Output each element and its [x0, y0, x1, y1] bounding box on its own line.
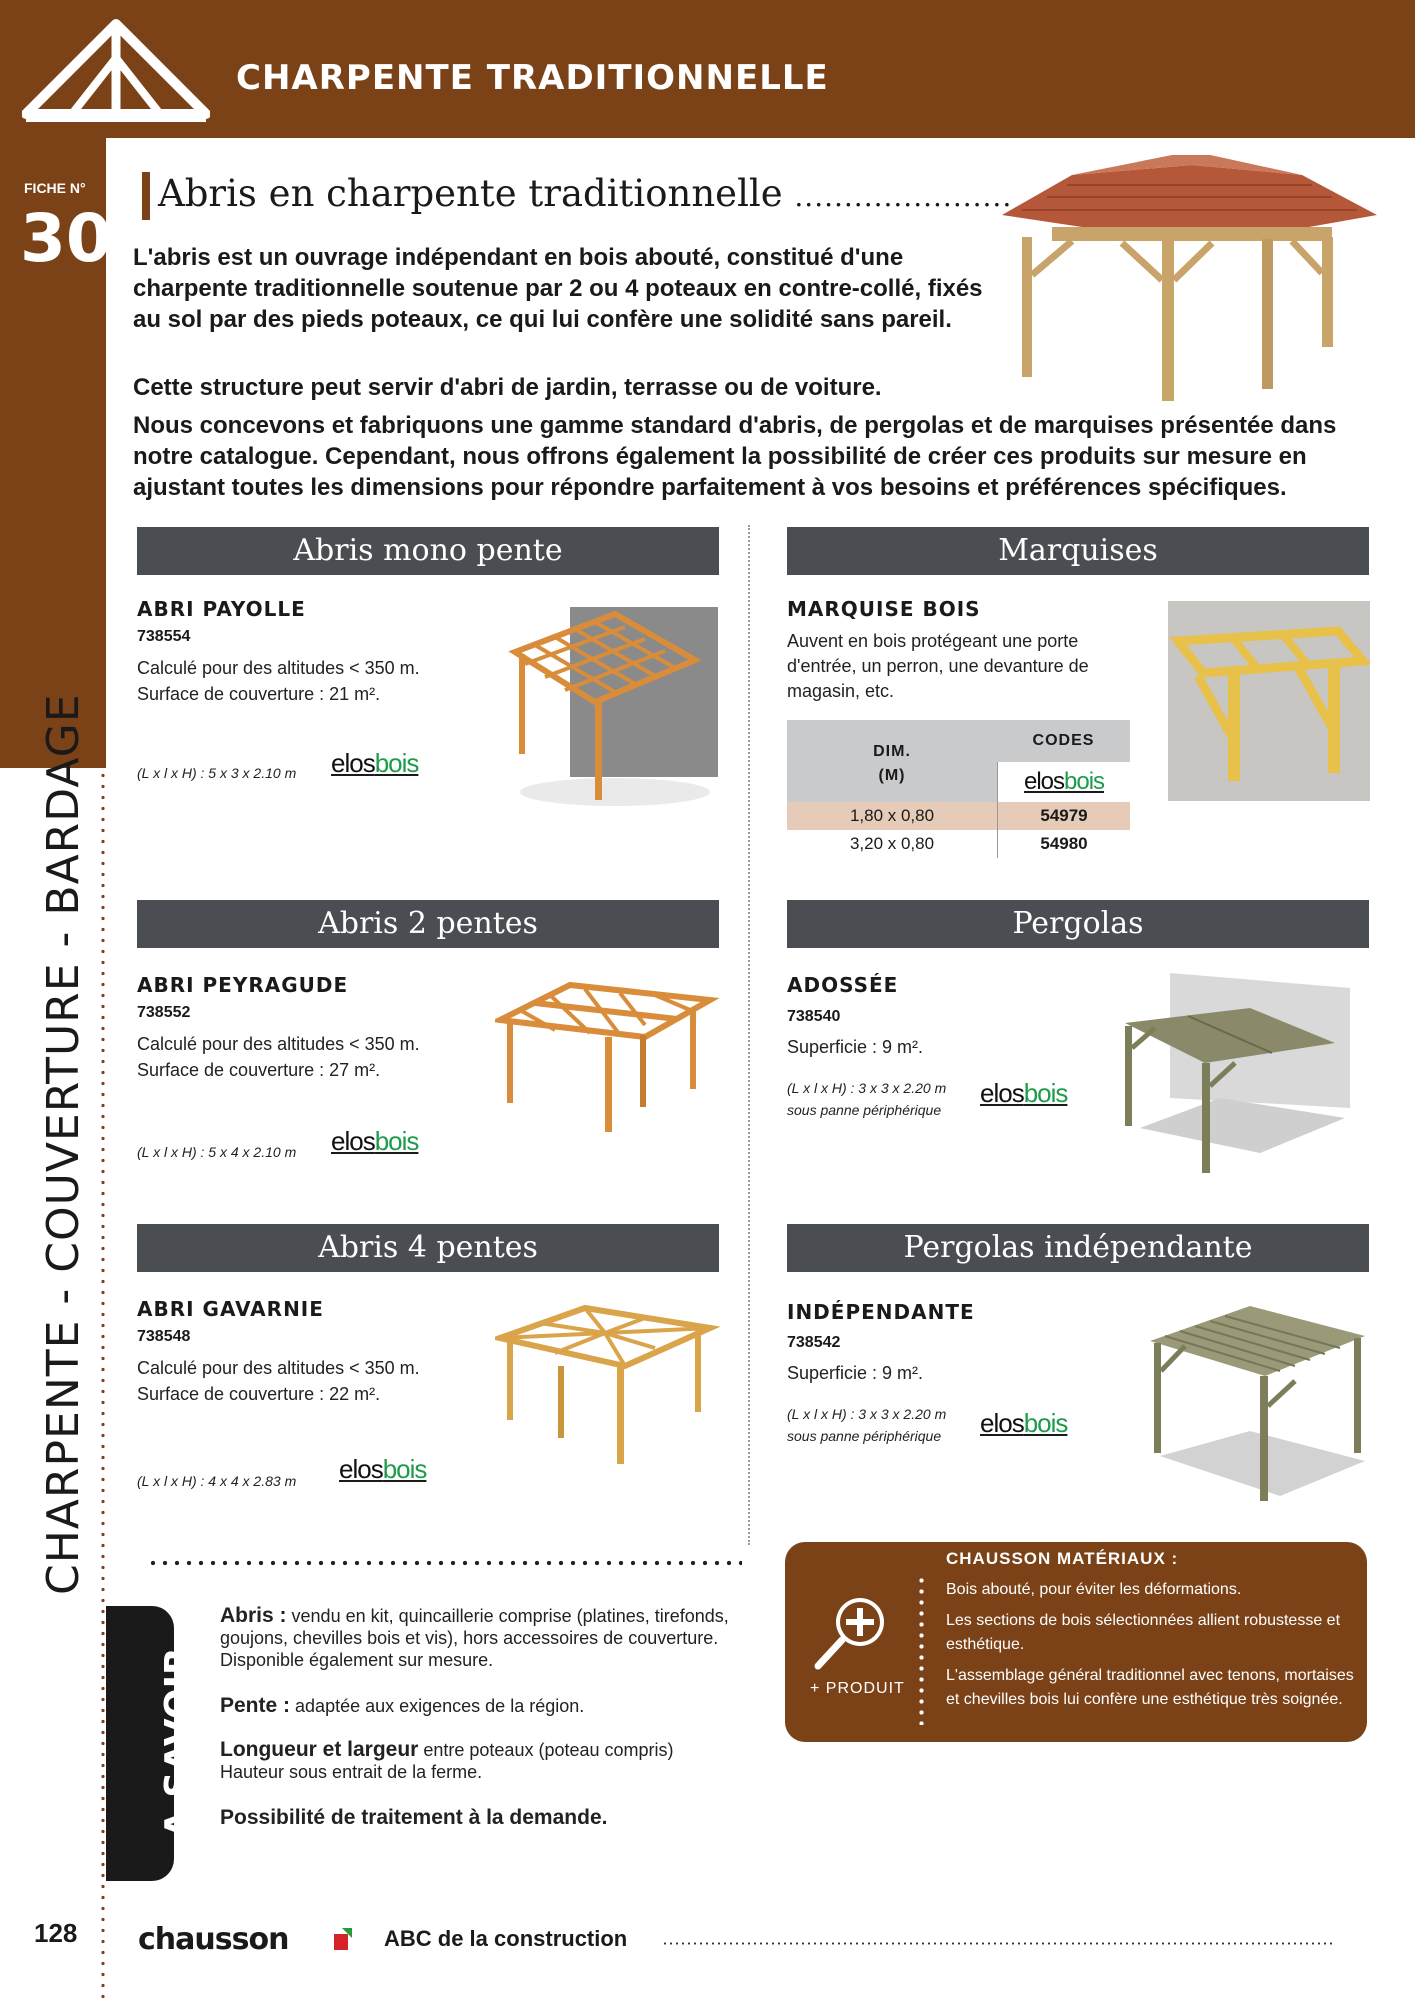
fiche-label: FICHE N°: [24, 180, 86, 196]
table-header-codes-label: CODES: [997, 720, 1130, 762]
intro-title-dots: ......................: [794, 180, 1013, 213]
intro-accent-bar: [142, 172, 150, 220]
section-header-mono-pente: Abris mono pente: [137, 527, 719, 575]
table-header-dim-line1: DIM.: [873, 743, 911, 760]
page-header-title: CHARPENTE TRADITIONNELLE: [236, 58, 829, 98]
list-item: L'assemblage général traditionnel avec tenons, mortaises et chevilles bois lui confère une esthétique très soignée.: [946, 1667, 1354, 1708]
product-dimensions: (L x l x H) : 4 x 4 x 2.83 m: [137, 1473, 297, 1489]
table-header-codes-logo: [997, 762, 1130, 802]
product-desc-1: Calculé pour des altitudes < 350 m.: [137, 1358, 420, 1378]
table-cell-code: 54979: [997, 802, 1130, 830]
product-name: MARQUISE BOIS: [787, 597, 981, 621]
elosbois-logo: [339, 1454, 426, 1485]
product-name: ADOSSÉE: [787, 973, 899, 997]
elosbois-logo-part2: bois: [1023, 1408, 1068, 1438]
elosbois-logo: [331, 748, 418, 779]
magnifier-plus-icon: [810, 1590, 894, 1674]
produit-label: + PRODUIT: [810, 1680, 905, 1697]
table-header-codes: [997, 720, 1130, 802]
section-header-pergolas: Pergolas: [787, 900, 1369, 948]
section-header-marquises: Marquises: [787, 527, 1369, 575]
list-item: Bois abouté, pour éviter les déformations.: [946, 1581, 1242, 1598]
product-dimensions: (L x l x H) : 5 x 4 x 2.10 m: [137, 1144, 297, 1160]
abri-4-pentes-illustration: [495, 1298, 720, 1468]
table-cell-code: 54980: [997, 830, 1130, 858]
product-desc-1: Calculé pour des altitudes < 350 m.: [137, 1034, 420, 1054]
column-divider: [748, 525, 750, 1545]
fiche-number: 30: [20, 200, 112, 277]
list-item: Les sections de bois sélectionnées allient robustesse et esthétique.: [946, 1612, 1341, 1653]
chausson-logo-mark-icon: [334, 1928, 352, 1950]
produit-dotted-line: [919, 1575, 924, 1725]
elosbois-logo-part2: bois: [374, 748, 419, 778]
table-cell-dim: 3,20 x 0,80: [849, 834, 935, 853]
a-savoir-pente-text: adaptée aux exigences de la région.: [295, 1696, 585, 1716]
a-savoir-longueur-text2: Hauteur sous entrait de la ferme.: [220, 1762, 483, 1782]
a-savoir-abris-text2: Disponible également sur mesure.: [220, 1650, 494, 1670]
intro-title: [158, 172, 1012, 215]
product-code: 738540: [787, 1008, 841, 1025]
a-savoir-pente: [220, 1695, 740, 1717]
product-name: INDÉPENDANTE: [787, 1300, 975, 1324]
abri-2-pentes-illustration: [495, 975, 720, 1135]
produit-title: CHAUSSON MATÉRIAUX :: [946, 1549, 1179, 1568]
page-number: 128: [34, 1918, 78, 1948]
product-dimensions: (L x l x H) : 5 x 3 x 2.10 m: [137, 765, 297, 781]
elosbois-logo-part1: elos: [331, 1126, 375, 1156]
a-savoir-traitement: [220, 1807, 740, 1829]
elosbois-logo: [331, 1126, 418, 1157]
product-code: 738554: [137, 628, 191, 645]
a-savoir-label: A SAVOIR: [158, 1647, 199, 1838]
product-desc: Auvent en bois protégeant une porte d'entrée, un perron, une devanture de magasin, etc.: [787, 631, 1089, 701]
a-savoir-traitement-text: Possibilité de traitement à la demande.: [220, 1806, 608, 1829]
a-savoir-pente-label: Pente :: [220, 1694, 291, 1717]
table-cell-dim: 1,80 x 0,80: [849, 806, 935, 825]
elosbois-logo-part1: elos: [339, 1454, 383, 1484]
a-savoir-abris-label: Abris :: [220, 1604, 287, 1627]
product-desc-2: Surface de couverture : 22 m².: [137, 1384, 381, 1404]
elosbois-logo: [1024, 768, 1104, 795]
product-name: ABRI PEYRAGUDE: [137, 973, 349, 997]
elosbois-logo-part2: bois: [374, 1126, 419, 1156]
vertical-section-title: CHARPENTE - COUVERTURE - BARDAGE: [38, 693, 89, 1595]
table-row: [787, 830, 1130, 858]
product-dimensions-note: sous panne périphérique: [787, 1428, 942, 1444]
product-name: ABRI GAVARNIE: [137, 1297, 324, 1321]
table-header: [787, 720, 1130, 802]
product-desc-1: Calculé pour des altitudes < 350 m.: [137, 658, 420, 678]
a-savoir-longueur-text: entre poteaux (poteau compris): [423, 1740, 674, 1760]
section-header-2-pentes: Abris 2 pentes: [137, 900, 719, 948]
section-header-pergolas-independante: Pergolas indépendante: [787, 1224, 1369, 1272]
intro-paragraph-2: Cette structure peut servir d'abri de jardin, terrasse ou de voiture.: [133, 374, 882, 401]
pergola-independante-illustration: [1140, 1296, 1370, 1506]
product-code: 738548: [137, 1328, 191, 1345]
a-savoir-body: [220, 1605, 740, 1829]
elosbois-logo: [980, 1408, 1067, 1439]
section-header-4-pentes: Abris 4 pentes: [137, 1224, 719, 1272]
roof-truss-logo-icon: [22, 18, 210, 128]
pergola-adossee-illustration: [1110, 968, 1355, 1173]
product-dimensions: (L x l x H) : 3 x 3 x 2.20 m: [787, 1406, 947, 1422]
abri-tiled-roof-illustration: [992, 155, 1382, 405]
a-savoir-longueur: [220, 1739, 740, 1761]
section-dotted-separator: [147, 1560, 742, 1566]
product-name: ABRI PAYOLLE: [137, 597, 306, 621]
a-savoir-abris-text: vendu en kit, quincaillerie comprise (platines, tirefonds, goujons, chevilles bois et vis), hors accessoires de couverture.: [220, 1606, 729, 1648]
elosbois-logo-part1: elos: [331, 748, 375, 778]
intro-paragraph-1: L'abris est un ouvrage indépendant en bois abouté, constitué d'une charpente traditionnelle soutenue par 2 ou 4 poteaux en contre-collé, fixés au sol par des pieds poteaux, ce qui lui confère une solidité sans pareil.: [133, 244, 983, 333]
table-header-dim: [787, 720, 997, 802]
product-code: 738552: [137, 1004, 191, 1021]
produit-list: [946, 1578, 1366, 1719]
sidebar-dotted-line: [101, 660, 105, 2000]
product-desc: Superficie : 9 m².: [787, 1037, 924, 1057]
elosbois-logo-part1: elos: [1023, 768, 1064, 795]
product-desc: Superficie : 9 m².: [787, 1363, 924, 1383]
product-dimensions: (L x l x H) : 3 x 3 x 2.20 m: [787, 1080, 947, 1096]
product-code: 738542: [787, 1334, 841, 1351]
elosbois-logo-part2: bois: [1023, 1078, 1068, 1108]
product-desc-2: Surface de couverture : 21 m².: [137, 684, 381, 704]
intro-title-text: Abris en charpente traditionnelle: [158, 172, 783, 215]
chausson-brand-logo: chausson: [138, 1922, 289, 1957]
table-row: [787, 802, 1130, 830]
abri-mono-pente-illustration: [505, 602, 720, 807]
table-header-dim-line2: (M): [878, 767, 906, 784]
footer-text: ABC de la construction: [384, 1926, 628, 1951]
product-dimensions-note: sous panne périphérique: [787, 1102, 942, 1118]
a-savoir-abris: [220, 1605, 740, 1649]
elosbois-logo-part1: elos: [980, 1078, 1024, 1108]
elosbois-logo: [980, 1078, 1067, 1109]
elosbois-logo-part2: bois: [382, 1454, 427, 1484]
footer-dotted-line: [662, 1942, 1334, 1945]
elosbois-logo-part2: bois: [1064, 768, 1105, 795]
marquise-bois-illustration: [1168, 601, 1370, 801]
marquise-dimension-table: [787, 720, 1130, 858]
product-desc-2: Surface de couverture : 27 m².: [137, 1060, 381, 1080]
intro-paragraph-3: Nous concevons et fabriquons une gamme standard d'abris, de pergolas et de marquises présentée dans notre catalogue. Cependant, nous offrons également la possibilité de créer ces produits sur mesure en ajustant toutes les dimensions pour répondre parfaitement à vos besoins et préférences spécifiques.: [133, 412, 1337, 501]
elosbois-logo-part1: elos: [980, 1408, 1024, 1438]
a-savoir-longueur-label: Longueur et largeur: [220, 1738, 419, 1761]
